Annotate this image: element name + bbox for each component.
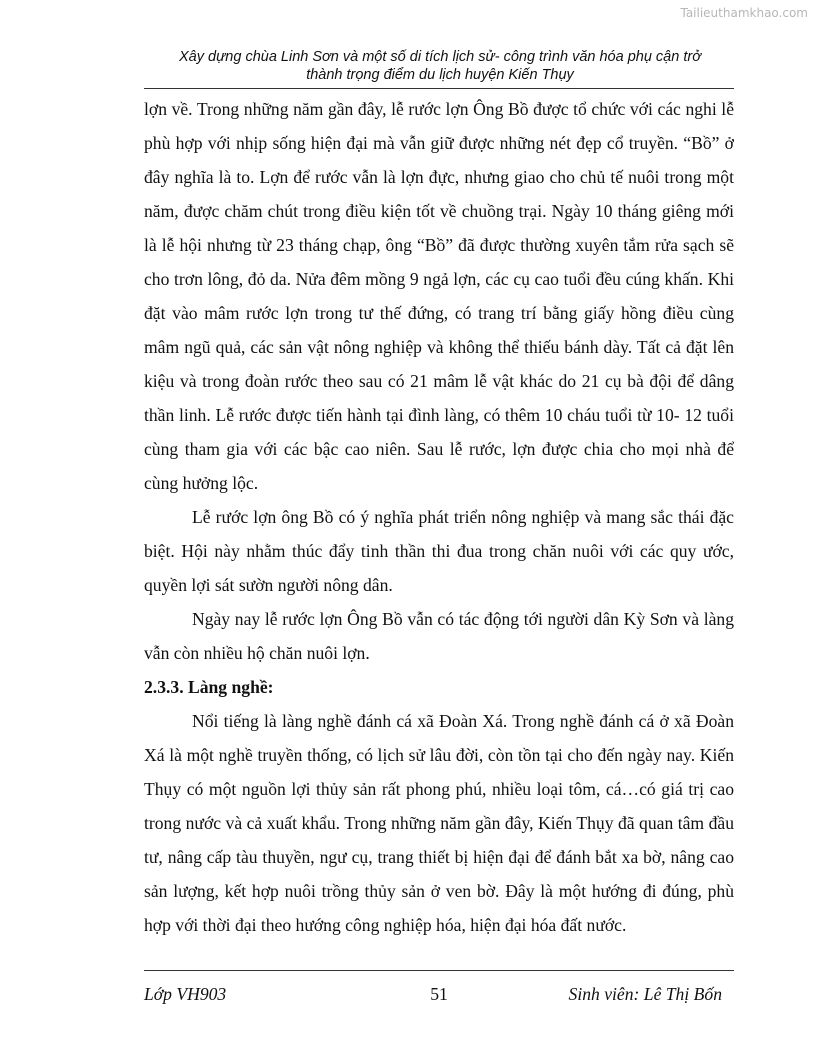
page-footer [144, 984, 734, 1008]
running-header-line-2: thành trọng điểm du lịch huyện Kiến Thụy [306, 67, 574, 83]
footer-divider [144, 970, 734, 971]
running-header-line-1: Xây dựng chùa Linh Sơn và một số di tích lịch sử- công trình văn hóa phụ cận trở [179, 49, 701, 65]
paragraph-1: lợn về. Trong những năm gần đây, lễ rước lợn Ông Bồ được tổ chức với các nghi lễ phù hợp với nhịp sống hiện đại mà vẫn giữ được những nét đẹp cổ truyền. “Bồ” ở đây nghĩa là to. Lợn để rước vẫn là lợn đực, nhưng giao cho chủ tế nuôi trong một năm, được chăm chút trong điều kiện tốt về chuồng trại. Ngày 10 tháng giêng mới là lễ hội nhưng từ 23 tháng chạp, ông “Bồ” đã được thường xuyên tắm rửa sạch sẽ cho trơn lông, đỏ da. Nửa đêm mồng 9 ngả lợn, các cụ cao tuổi đều cúng khấn. Khi đặt vào mâm rước lợn trong tư thế đứng, có trang trí bằng giấy hồng điều cùng mâm ngũ quả, các sản vật nông nghiệp và không thể thiếu bánh dày. Tất cả đặt lên kiệu và trong đoàn rước theo sau có 21 mâm lễ vật khác do 21 cụ bà đội để dâng thần linh. Lễ rước được tiến hành tại đình làng, có thêm 10 cháu tuổi từ 10- 12 tuổi cùng tham gia với các bậc cao niên. Sau lễ rước, lợn được chia cho mọi nhà để cùng hưởng lộc. [144, 99, 734, 493]
section-heading: 2.3.3. Làng nghề: [144, 677, 274, 697]
paragraph-3: Ngày nay lễ rước lợn Ông Bồ vẫn có tác động tới người dân Kỳ Sơn và làng vẫn còn nhiều hộ chăn nuôi lợn. [144, 609, 734, 663]
paragraph-2: Lễ rước lợn ông Bồ có ý nghĩa phát triển nông nghiệp và mang sắc thái đặc biệt. Hội này nhằm thúc đẩy tinh thần thi đua trong chăn nuôi với các quy ước, quyền lợi sát sườn người nông dân. [144, 507, 734, 595]
header-divider [144, 88, 734, 89]
page-body [144, 92, 734, 942]
running-header [140, 48, 740, 84]
watermark-text: Tailieuthamkhao.com [680, 6, 808, 20]
paragraph-4: Nổi tiếng là làng nghề đánh cá xã Đoàn Xá. Trong nghề đánh cá ở xã Đoàn Xá là một nghề truyền thống, có lịch sử lâu đời, còn tồn tại cho đến ngày nay. Kiến Thụy có một nguồn lợi thủy sản rất phong phú, nhiều loại tôm, cá…có giá trị cao trong nước và cả xuất khẩu. Trong những năm gần đây, Kiến Thụy đã quan tâm đầu tư, nâng cấp tàu thuyền, ngư cụ, trang thiết bị hiện đại để đánh bắt xa bờ, nâng cao sản lượng, kết hợp nuôi trồng thủy sản ở ven bờ. Đây là một hướng đi đúng, phù hợp với thời đại theo hướng công nghiệp hóa, hiện đại hóa đất nước. [144, 711, 734, 935]
page-number: 51 [430, 984, 448, 1004]
footer-student-name: Sinh viên: Lê Thị Bốn [568, 984, 722, 1004]
footer-class-label: Lớp VH903 [144, 984, 227, 1004]
